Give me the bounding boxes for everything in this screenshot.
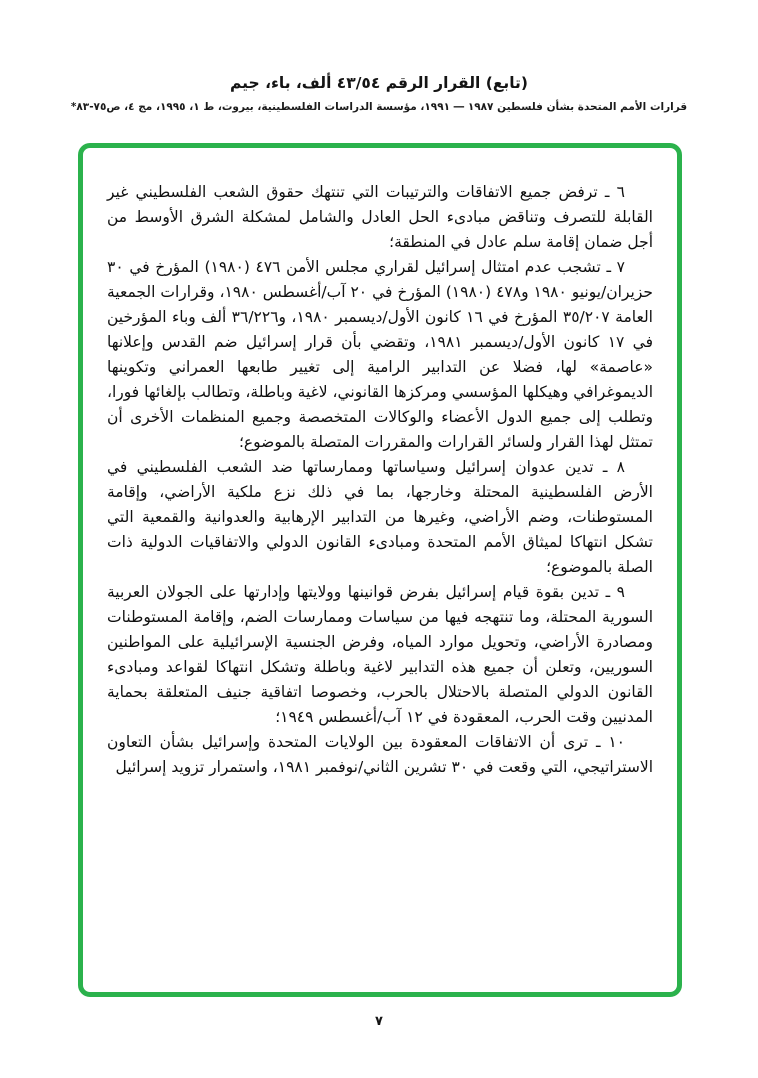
paragraph-clause-9: ٩ ـ تدين بقوة قيام إسرائيل بفرض قوانينها وولايتها وإدارتها على الجولان العربية السورية المحتلة، وما تنتهجه فيها من سياسات وممارسات الضم، وإقامة المستوطنات ومصادرة الأراضي، وتحويل موارد المياه، وفرض الجنسية الإسرائيلية على المواطنين السوريين، وتعلن أن جميع هذه التدابير لاغية وباطلة وتشكل انتهاكا لقواعد ومبادىء القانون الدولي المتصلة بالاحتلال بالحرب، وخصوصا اتفاقية جنيف المتعلقة بحماية المدنيين وقت الحرب، المعقودة في ١٢ آب/أغسطس ١٩٤٩؛ <box>107 583 653 726</box>
resolution-body-text <box>107 180 653 780</box>
source-citation-line: قرارات الأمم المتحدة بشأن فلسطين ١٩٨٧ ― ١٩٩١، مؤسسة الدراسات الفلسطينية، بيروت، ط ١، ١٩٩٥، مج ٤، ص٧٥-٨٣* <box>70 101 688 113</box>
page-number: ٧ <box>375 1014 383 1029</box>
document-header <box>0 74 758 113</box>
paragraph-clause-10: ١٠ ـ ترى أن الاتفاقات المعقودة بين الولايات المتحدة وإسرائيل بشأن التعاون الاستراتيجي، التي وقعت في ٣٠ تشرين الثاني/نوفمبر ١٩٨١، واستمرار تزويد إسرائيل <box>107 733 653 776</box>
page-title: (تابع) القرار الرقم ٤٣/٥٤ ألف، باء، جيم <box>230 74 528 92</box>
paragraph-clause-6: ٦ ـ ترفض جميع الاتفاقات والترتيبات التي تنتهك حقوق الشعب الفلسطيني غير القابلة للتصرف وتناقض مبادىء الحل العادل والشامل لمشكلة الشرق الأوسط من أجل ضمان إقامة سلم عادل في المنطقة؛ <box>107 183 653 251</box>
paragraph-clause-7: ٧ ـ تشجب عدم امتثال إسرائيل لقراري مجلس الأمن ٤٧٦ (١٩٨٠) المؤرخ في ٣٠ حزيران/يونيو ١٩٨٠ و٤٧٨ (١٩٨٠) المؤرخ في ٢٠ آب/أغسطس ١٩٨٠، وقرارات الجمعية العامة ٣٥/٢٠٧ المؤرخ في ١٦ كانون الأول/ديسمبر ١٩٨٠، و٣٦/٢٢٦ ألف وباء المؤرخين في ١٧ كانون الأول/ديسمبر ١٩٨١، وتقضي بأن قرار إسرائيل ضم القدس وإعلانها «عاصمة» لها، فضلا عن التدابير الرامية إلى تغيير طابعها العمراني وتكوينها الديموغرافي وهيكلها المؤسسي ومركزها القانوني، لاغية وباطلة، وتطالب بإلغائها فورا، وتطلب إلى جميع الدول الأعضاء والوكالات المتخصصة وجميع المنظمات الأخرى أن تمتثل لهذا القرار ولسائر القرارات والمقررات المتصلة بالموضوع؛ <box>107 258 653 451</box>
paragraph-clause-8: ٨ ـ تدين عدوان إسرائيل وسياساتها وممارساتها ضد الشعب الفلسطيني في الأرض الفلسطينية المحتلة وخارجها، بما في ذلك نزع ملكية الأراضي، وإقامة المستوطنات، وضم الأراضي، وغيرها من التدابير الإرهابية والعدوانية والقمعية التي تشكل انتهاكا لميثاق الأمم المتحدة ومبادىء القانون الدولي والاتفاقيات الدولية ذات الصلة بالموضوع؛ <box>107 458 653 576</box>
highlight-border-box <box>78 143 682 997</box>
